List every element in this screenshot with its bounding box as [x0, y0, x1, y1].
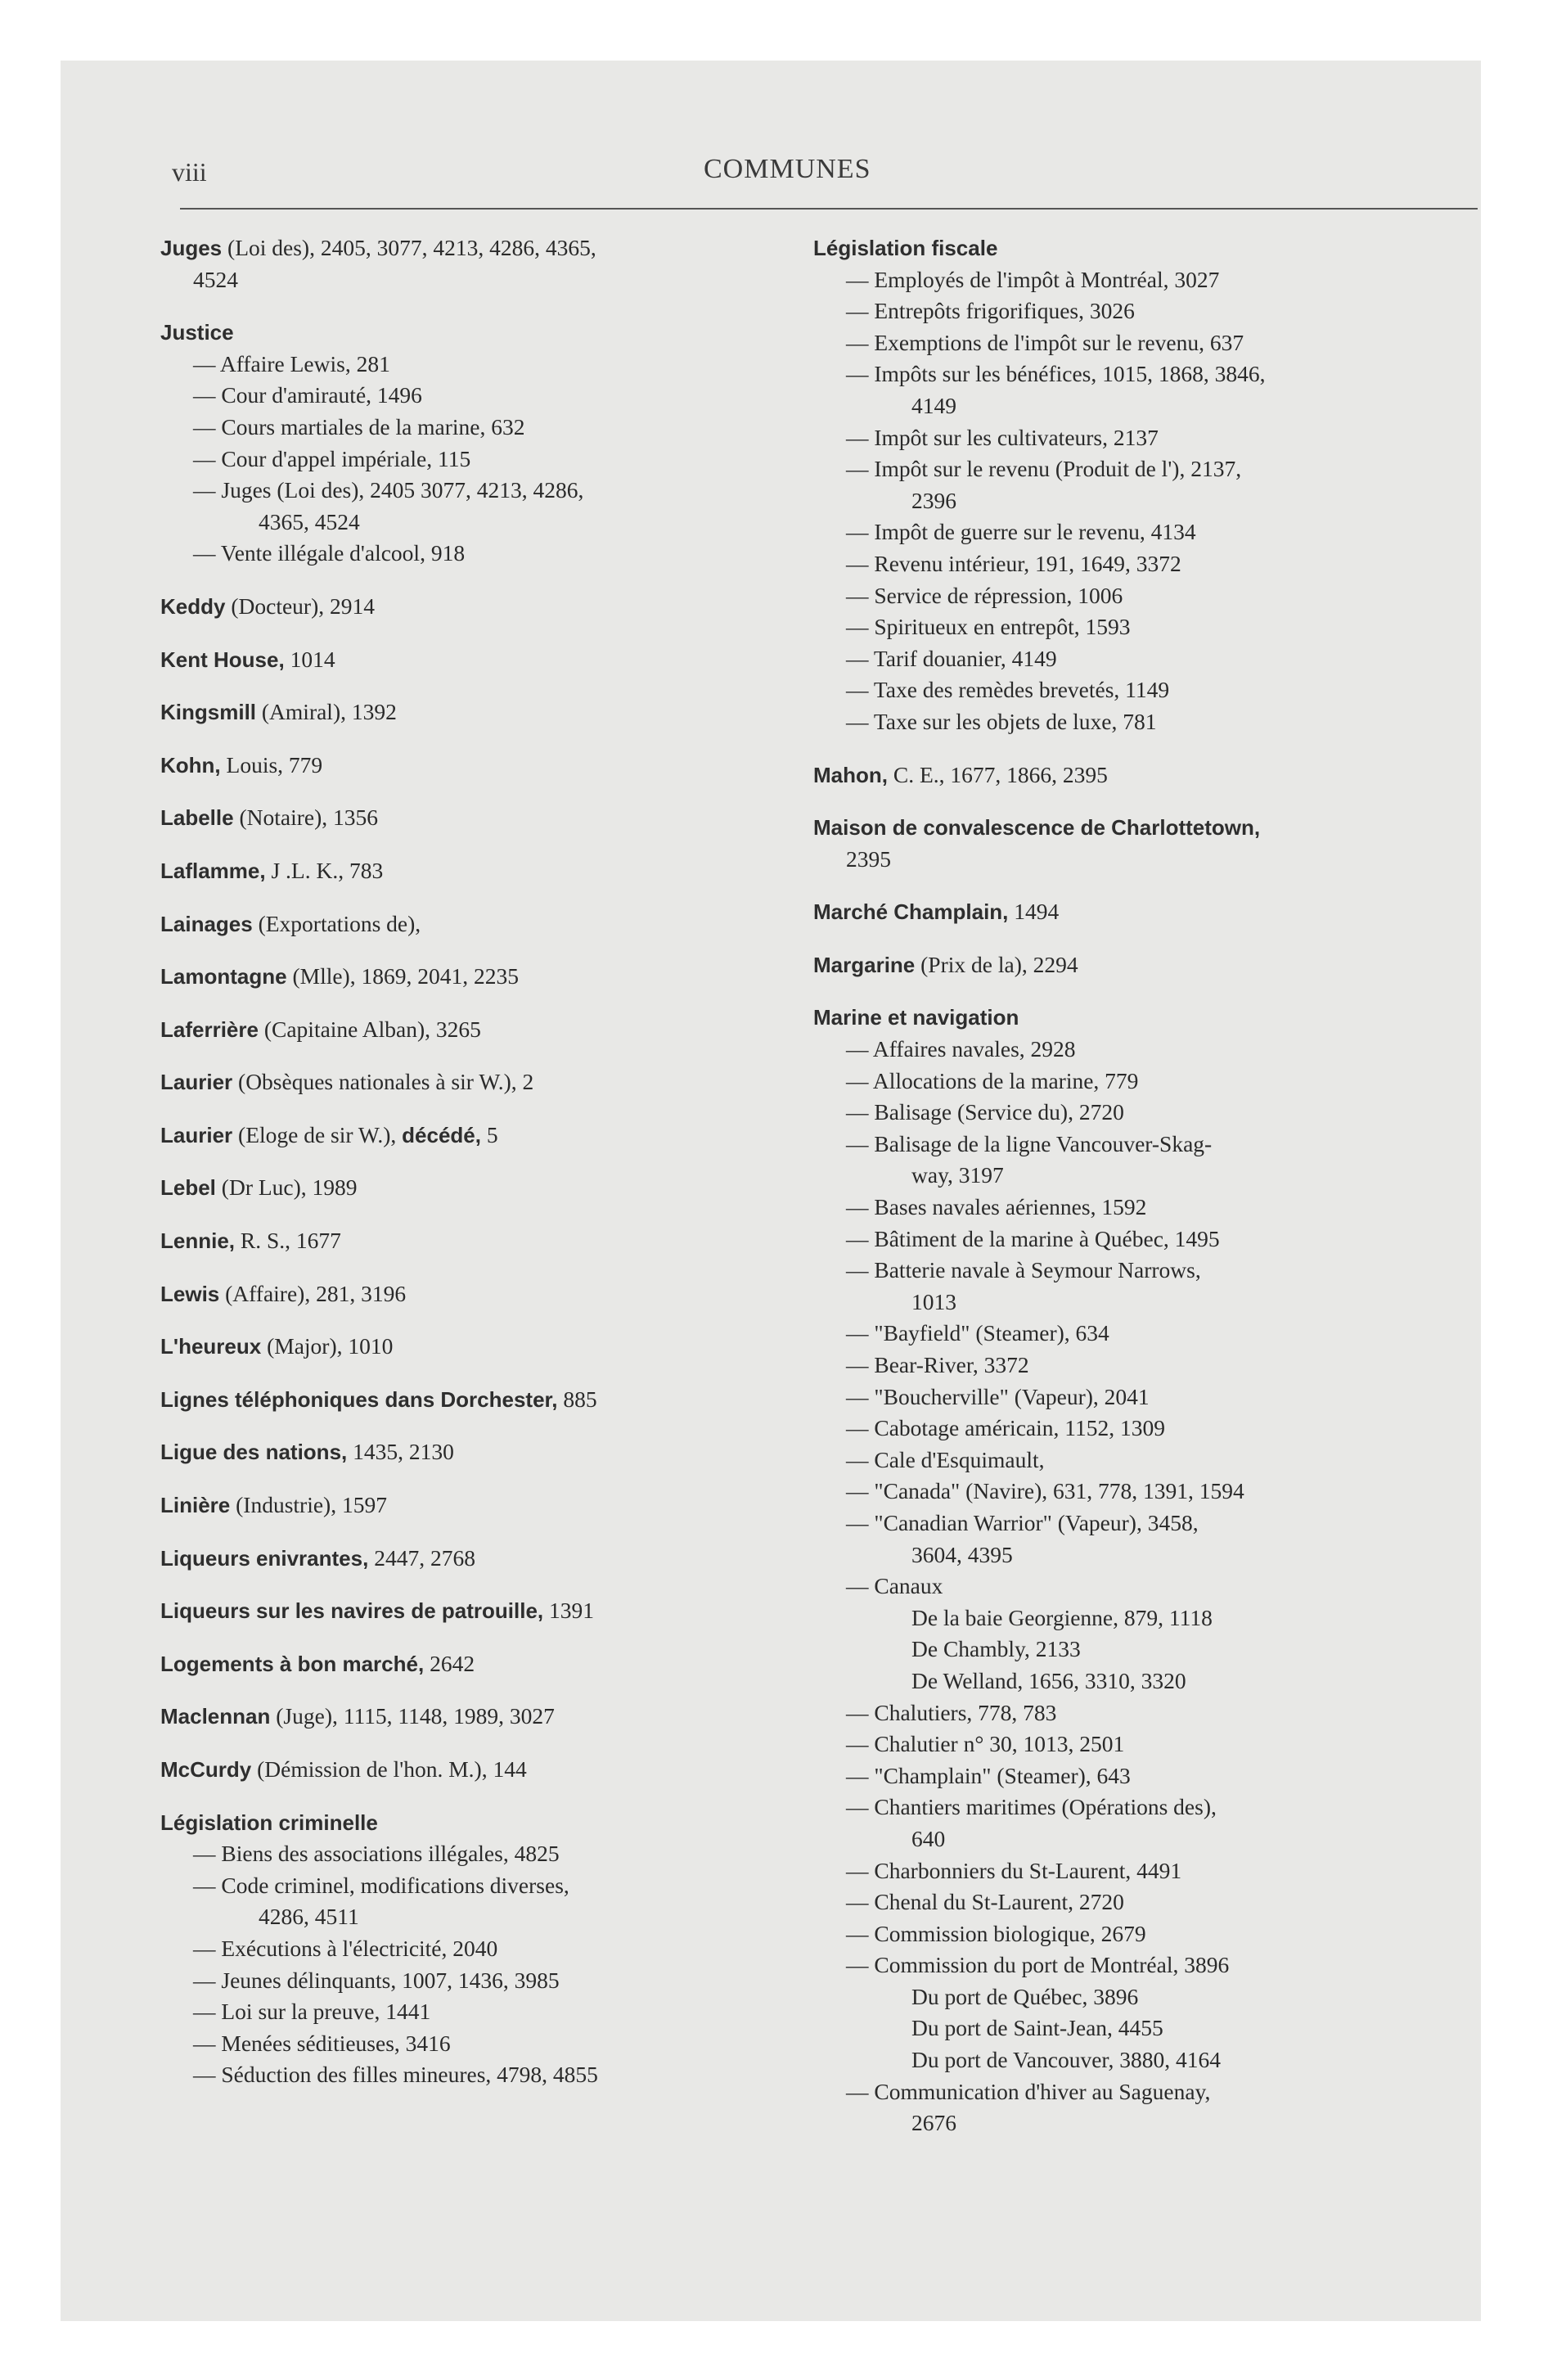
index-entry [160, 1066, 782, 1098]
sub-entry: — Revenu intérieur, 191, 1649, 3372 [846, 550, 1181, 576]
sub-entry: — Taxe sur les objets de luxe, 781 [846, 708, 1157, 734]
entry-heading: Laurier [160, 1070, 233, 1095]
entry-line [160, 1595, 782, 1627]
entry-refs: 2642 [424, 1650, 475, 1676]
sub-entry: — Charbonniers du St-Laurent, 4491 [846, 1857, 1182, 1883]
entry-line [160, 750, 782, 782]
index-entry [813, 1002, 1443, 2139]
entry-refs: 1014 [284, 646, 335, 672]
index-entry [160, 908, 782, 940]
index-entry [160, 1543, 782, 1575]
sub-entry-continuation: 1013 [911, 1288, 956, 1314]
sub-entry-continuation: 640 [911, 1825, 946, 1851]
entry-heading-extra: décédé, [402, 1122, 481, 1147]
entry-line [160, 1172, 782, 1204]
index-entry [160, 1384, 782, 1416]
entry-refs: R. S., 1677 [235, 1228, 341, 1254]
sub-entry: — Service de répression, 1006 [846, 582, 1123, 608]
sub-entry: — Affaires navales, 2928 [846, 1036, 1076, 1062]
sub-entry: — Impôt sur le revenu (Produit de l'), 2137, [846, 456, 1242, 482]
entry-heading: Liqueurs sur les navires de patrouille, [160, 1598, 544, 1624]
entry-heading: Logements à bon marché, [160, 1651, 425, 1676]
entry-line [160, 644, 782, 676]
index-column-right [813, 232, 1443, 2161]
sub-entry: — Spiritueux en entrepôt, 1593 [846, 614, 1131, 640]
entry-line [160, 1490, 782, 1521]
sub-entry: — Batterie navale à Seymour Narrows, [846, 1257, 1201, 1283]
sub-entry: — Exécutions à l'électricité, 2040 [193, 1935, 498, 1961]
sub-entry-continuation: De Welland, 1656, 3310, 3320 [911, 1667, 1186, 1693]
sub-entry: — Cabotage américain, 1152, 1309 [846, 1415, 1165, 1441]
entry-refs: Louis, 779 [220, 751, 323, 778]
entry-heading: Lignes téléphoniques dans Dorchester, [160, 1386, 558, 1412]
entry-refs: (Juge), 1115, 1148, 1989, 3027 [270, 1703, 555, 1729]
entry-heading: Kohn, [160, 752, 221, 778]
entry-refs: (Démission de l'hon. M.), 144 [251, 1756, 527, 1782]
entry-refs: (Dr Luc), 1989 [215, 1174, 358, 1201]
sub-entry: — Canaux [846, 1573, 943, 1599]
index-entry [160, 1754, 782, 1786]
index-entry [160, 1595, 782, 1627]
entry-heading: Marché Champlain, [813, 899, 1009, 925]
index-entry [813, 949, 1443, 981]
entry-line [160, 1225, 782, 1257]
entry-heading: Liqueurs enivrantes, [160, 1545, 369, 1571]
entry-heading: Keddy [160, 593, 226, 619]
sub-entry-continuation: way, 3197 [911, 1162, 1004, 1188]
index-column-left [160, 232, 782, 2112]
entry-refs: (Industrie), 1597 [230, 1492, 387, 1518]
entry-line [160, 1384, 782, 1416]
entry-heading: Maison de convalescence de Charlottetown, [813, 815, 1261, 841]
entry-heading: Maclennan [160, 1704, 271, 1729]
index-entry [813, 896, 1443, 928]
entry-refs-extra: 5 [480, 1121, 498, 1147]
entry-heading: Législation criminelle [160, 1810, 378, 1835]
entry-continuation: 4524 [193, 266, 238, 292]
page-title: COMMUNES [704, 154, 871, 184]
entry-refs: C. E., 1677, 1866, 2395 [888, 761, 1108, 787]
sub-entry: — Communication d'hiver au Saguenay, [846, 2078, 1211, 2104]
index-entry [813, 232, 1443, 738]
entry-heading: Ligue des nations, [160, 1440, 348, 1465]
index-entry [160, 591, 782, 623]
entry-heading: L'heureux [160, 1334, 262, 1359]
sub-entry: — Chenal du St-Laurent, 2720 [846, 1889, 1124, 1915]
sub-entry-continuation: Du port de Saint-Jean, 4455 [911, 2015, 1163, 2041]
index-entry [160, 1331, 782, 1363]
index-entry [160, 961, 782, 993]
sub-entry: — "Boucherville" (Vapeur), 2041 [846, 1383, 1150, 1409]
entry-heading: Laflamme, [160, 858, 266, 883]
sub-entry: — Cour d'appel impériale, 115 [193, 445, 471, 471]
sub-entry: — Chalutier n° 30, 1013, 2501 [846, 1731, 1125, 1757]
index-entry [160, 1014, 782, 1046]
entry-line [813, 949, 1443, 981]
sub-entry: — Bases navales aériennes, 1592 [846, 1194, 1147, 1220]
sub-entry-continuation: 3604, 4395 [911, 1541, 1013, 1567]
entry-heading: McCurdy [160, 1757, 252, 1782]
entry-refs: 2447, 2768 [368, 1544, 475, 1571]
entry-refs: 1435, 2130 [347, 1439, 454, 1465]
entry-heading: Labelle [160, 805, 234, 831]
entry-heading: Laurier [160, 1122, 233, 1147]
sub-entry: — Bear-River, 3372 [846, 1352, 1029, 1377]
index-entry [160, 1278, 782, 1310]
index-entry [160, 232, 782, 295]
entry-line [160, 232, 782, 264]
sub-entry: — Menées séditieuses, 3416 [193, 2030, 451, 2056]
sub-entry: — Chantiers maritimes (Opérations des), [846, 1794, 1217, 1820]
sub-entry: — Chalutiers, 778, 783 [846, 1699, 1057, 1725]
sub-entry: — Séduction des filles mineures, 4798, 4855 [193, 2062, 598, 2088]
entry-refs: (Docteur), 2914 [225, 593, 375, 619]
entry-continuation: 2395 [846, 845, 891, 872]
entry-heading: Laferrière [160, 1016, 259, 1042]
index-entry [160, 317, 782, 570]
sub-entry: — Cour d'amirauté, 1496 [193, 382, 422, 408]
entry-heading: Margarine [813, 952, 916, 977]
sub-entry: — Cale d'Esquimault, [846, 1446, 1045, 1472]
index-entry [160, 1172, 782, 1204]
entry-line [160, 855, 782, 887]
entry-line [160, 1014, 782, 1046]
sub-entry: — Bâtiment de la marine à Québec, 1495 [846, 1225, 1220, 1251]
entry-heading: Lewis [160, 1281, 220, 1306]
sub-entry: — Balisage (Service du), 2720 [846, 1099, 1124, 1125]
sub-entry: — Impôt de guerre sur le revenu, 4134 [846, 519, 1196, 545]
sub-entry-continuation: 2676 [911, 2110, 956, 2136]
sub-entry: — Tarif douanier, 4149 [846, 645, 1057, 671]
entry-line [160, 1543, 782, 1575]
entry-refs: (Eloge de sir W.), [232, 1121, 403, 1147]
sub-entry: — Impôts sur les bénéfices, 1015, 1868, 3846, [846, 361, 1266, 387]
sub-entry-continuation: 4286, 4511 [259, 1904, 359, 1930]
entry-line [160, 696, 782, 728]
entry-line [813, 232, 1443, 264]
entry-line [160, 961, 782, 993]
entry-line [160, 1648, 782, 1680]
entry-heading: Lennie, [160, 1228, 236, 1254]
index-entry [160, 1436, 782, 1468]
sub-entry: — Commission biologique, 2679 [846, 1920, 1146, 1946]
entry-refs: 1494 [1008, 899, 1060, 925]
entry-refs: (Exportations de), [252, 910, 421, 936]
sub-entry: — Commission du port de Montréal, 3896 [846, 1952, 1230, 1978]
entry-line [160, 1278, 782, 1310]
entry-refs: 1391 [543, 1598, 595, 1624]
entry-refs: (Mlle), 1869, 2041, 2235 [286, 963, 519, 989]
sub-entry-continuation: 4365, 4524 [259, 508, 360, 534]
sub-entry: — Juges (Loi des), 2405 3077, 4213, 4286, [193, 477, 584, 503]
entry-heading: Lamontagne [160, 964, 287, 989]
index-entry [160, 1225, 782, 1257]
sub-entry-continuation: 2396 [911, 487, 956, 513]
index-entry [160, 750, 782, 782]
entry-heading: Kent House, [160, 647, 285, 672]
entry-line [813, 760, 1443, 791]
entry-line [160, 1331, 782, 1363]
entry-heading: Justice [160, 320, 234, 345]
sub-entry: — Vente illégale d'alcool, 918 [193, 540, 466, 566]
sub-entry: — Loi sur la preuve, 1441 [193, 1999, 431, 2025]
entry-refs: J .L. K., 783 [265, 857, 384, 883]
sub-entry: — Taxe des remèdes brevetés, 1149 [846, 677, 1170, 703]
entry-refs: (Amiral), 1392 [256, 699, 397, 725]
sub-entry: — Employés de l'impôt à Montréal, 3027 [846, 266, 1220, 292]
entry-heading: Lebel [160, 1175, 216, 1201]
entry-line [160, 1066, 782, 1098]
entry-refs: (Affaire), 281, 3196 [219, 1280, 407, 1306]
entry-refs: (Capitaine Alban), 3265 [258, 1016, 481, 1042]
sub-entry: — Impôt sur les cultivateurs, 2137 [846, 424, 1159, 450]
sub-entry: — Exemptions de l'impôt sur le revenu, 637 [846, 329, 1244, 355]
entry-refs: (Obsèques nationales à sir W.), 2 [232, 1069, 534, 1095]
entry-heading: Juges [160, 236, 223, 260]
index-entry [160, 855, 782, 887]
index-entry [160, 1807, 782, 2091]
entry-heading: Kingsmill [160, 700, 257, 725]
entry-refs: (Prix de la), 2294 [915, 951, 1078, 977]
entry-line [160, 591, 782, 623]
entry-refs: (Notaire), 1356 [233, 805, 378, 831]
entry-refs: 885 [557, 1386, 597, 1412]
entry-line [160, 1807, 782, 1839]
sub-entry-continuation: De Chambly, 2133 [911, 1636, 1081, 1662]
entry-line [160, 1120, 782, 1152]
index-entry [813, 760, 1443, 791]
page-number: viii [172, 157, 207, 187]
entry-refs: (Loi des), 2405, 3077, 4213, 4286, 4365, [222, 235, 596, 260]
sub-entry-continuation: 4149 [911, 392, 956, 418]
index-entry [160, 1648, 782, 1680]
sub-entry: — Allocations de la marine, 779 [846, 1067, 1139, 1093]
sub-entry: — "Canada" (Navire), 631, 778, 1391, 1594 [846, 1478, 1244, 1504]
entry-heading: Marine et navigation [813, 1005, 1019, 1030]
sub-entry: — Entrepôts frigorifiques, 3026 [846, 298, 1135, 324]
index-entry [160, 1490, 782, 1521]
index-entry [160, 1701, 782, 1733]
entry-heading: Lainages [160, 911, 253, 936]
entry-line [813, 812, 1443, 844]
index-entry [160, 644, 782, 676]
entry-line [160, 1436, 782, 1468]
sub-entry-continuation: Du port de Vancouver, 3880, 4164 [911, 2047, 1221, 2073]
entry-line [160, 802, 782, 834]
sub-entry: — "Canadian Warrior" (Vapeur), 3458, [846, 1509, 1199, 1535]
entry-line [160, 1754, 782, 1786]
entry-heading: Législation fiscale [813, 236, 998, 260]
header-rule [180, 208, 1478, 210]
index-entry [160, 696, 782, 728]
sub-entry: — Code criminel, modifications diverses, [193, 1872, 569, 1898]
sub-entry: — Cours martiales de la marine, 632 [193, 413, 525, 439]
sub-entry-continuation: Du port de Québec, 3896 [911, 1983, 1139, 2009]
index-entry [813, 812, 1443, 875]
entry-line [813, 1002, 1443, 1034]
sub-entry: — Balisage de la ligne Vancouver-Skag- [846, 1130, 1213, 1156]
entry-line [160, 317, 782, 349]
entry-heading: Linière [160, 1493, 231, 1518]
index-entry [160, 1120, 782, 1152]
sub-entry-continuation: De la baie Georgienne, 879, 1118 [911, 1604, 1213, 1630]
index-entry [160, 802, 782, 834]
sub-entry: — "Bayfield" (Steamer), 634 [846, 1320, 1109, 1346]
entry-refs: (Major), 1010 [261, 1333, 394, 1359]
entry-line [160, 908, 782, 940]
entry-line [813, 896, 1443, 928]
entry-heading: Mahon, [813, 762, 888, 787]
sub-entry: — Affaire Lewis, 281 [193, 350, 390, 376]
sub-entry: — Jeunes délinquants, 1007, 1436, 3985 [193, 1967, 560, 1993]
sub-entry: — "Champlain" (Steamer), 643 [846, 1762, 1131, 1788]
entry-line [160, 1701, 782, 1733]
sub-entry: — Biens des associations illégales, 4825 [193, 1841, 560, 1867]
